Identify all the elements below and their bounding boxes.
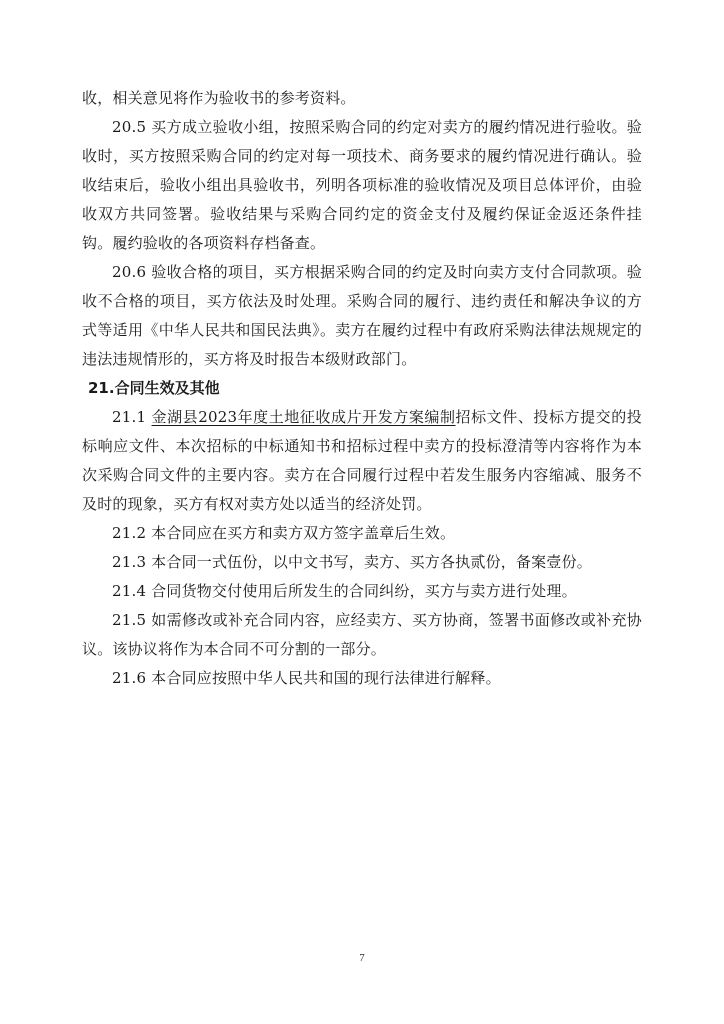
paragraph-21-5: 21.5 如需修改或补充合同内容，应经卖方、买方协商，签署书面修改或补充协议。该协议将作为本合同不可分割的一部分。 [82,611,642,658]
page-number: 7 [359,952,365,964]
paragraph-21-6: 21.6 本合同应按照中华人民共和国的现行法律进行解释。 [112,669,501,687]
paragraph-21-2: 21.2 本合同应在买方和卖方双方签字盖章后生效。 [112,524,456,542]
paragraph-20-5: 20.5 买方成立验收小组，按照采购合同的约定对卖方的履约情况进行验收。验收时，买方按照采购合同的约定对每一项技术、商务要求的履约情况进行确认。验收结束后，验收小组出具验收书，列明各项标准的验收情况及项目总体评价，由验收双方共同签署。验收结果与采购合同约定的资金支付及履约保证金返还条件挂钩。履约验收的各项资料存档备查。 [82,118,642,252]
clause-text-21-1: 招标文件、投标方提交的投标响应文件、本次招标的中标通知书和招标过程中卖方的投标澄清等内容将作为本次采购合同文件的主要内容。卖方在合同履行过程中若发生服务内容缩减、服务不及时的现象，买方有权对卖方处以适当的经济处罚。 [82,408,642,513]
paragraph-20-6: 20.6 验收合格的项目，买方根据采购合同的约定及时向卖方支付合同款项。验收不合格的项目，买方依法及时处理。采购合同的履行、违约责任和解决争议的方式等适用《中华人民共和国民法典》。卖方在履约过程中有政府采购法律法规规定的违法违规情形的，买方将及时报告本级财政部门。 [82,263,642,368]
clause-number-21-1: 21.1 [112,408,152,426]
paragraph-21-4: 21.4 合同货物交付使用后所发生的合同纠纷，买方与卖方进行处理。 [112,582,577,600]
paragraph-21-1 [82,403,642,519]
page-body [82,84,642,693]
paragraph-21-3: 21.3 本合同一式伍份，以中文书写，卖方、买方各执贰份，备案壹份。 [112,553,592,571]
paragraph-continuation: 收，相关意见将作为验收书的参考资料。 [82,89,356,107]
section-heading-21: 21.合同生效及其他 [88,379,220,397]
project-name-underlined: 金湖县2023年度土地征收成片开发方案编制 [151,408,456,426]
